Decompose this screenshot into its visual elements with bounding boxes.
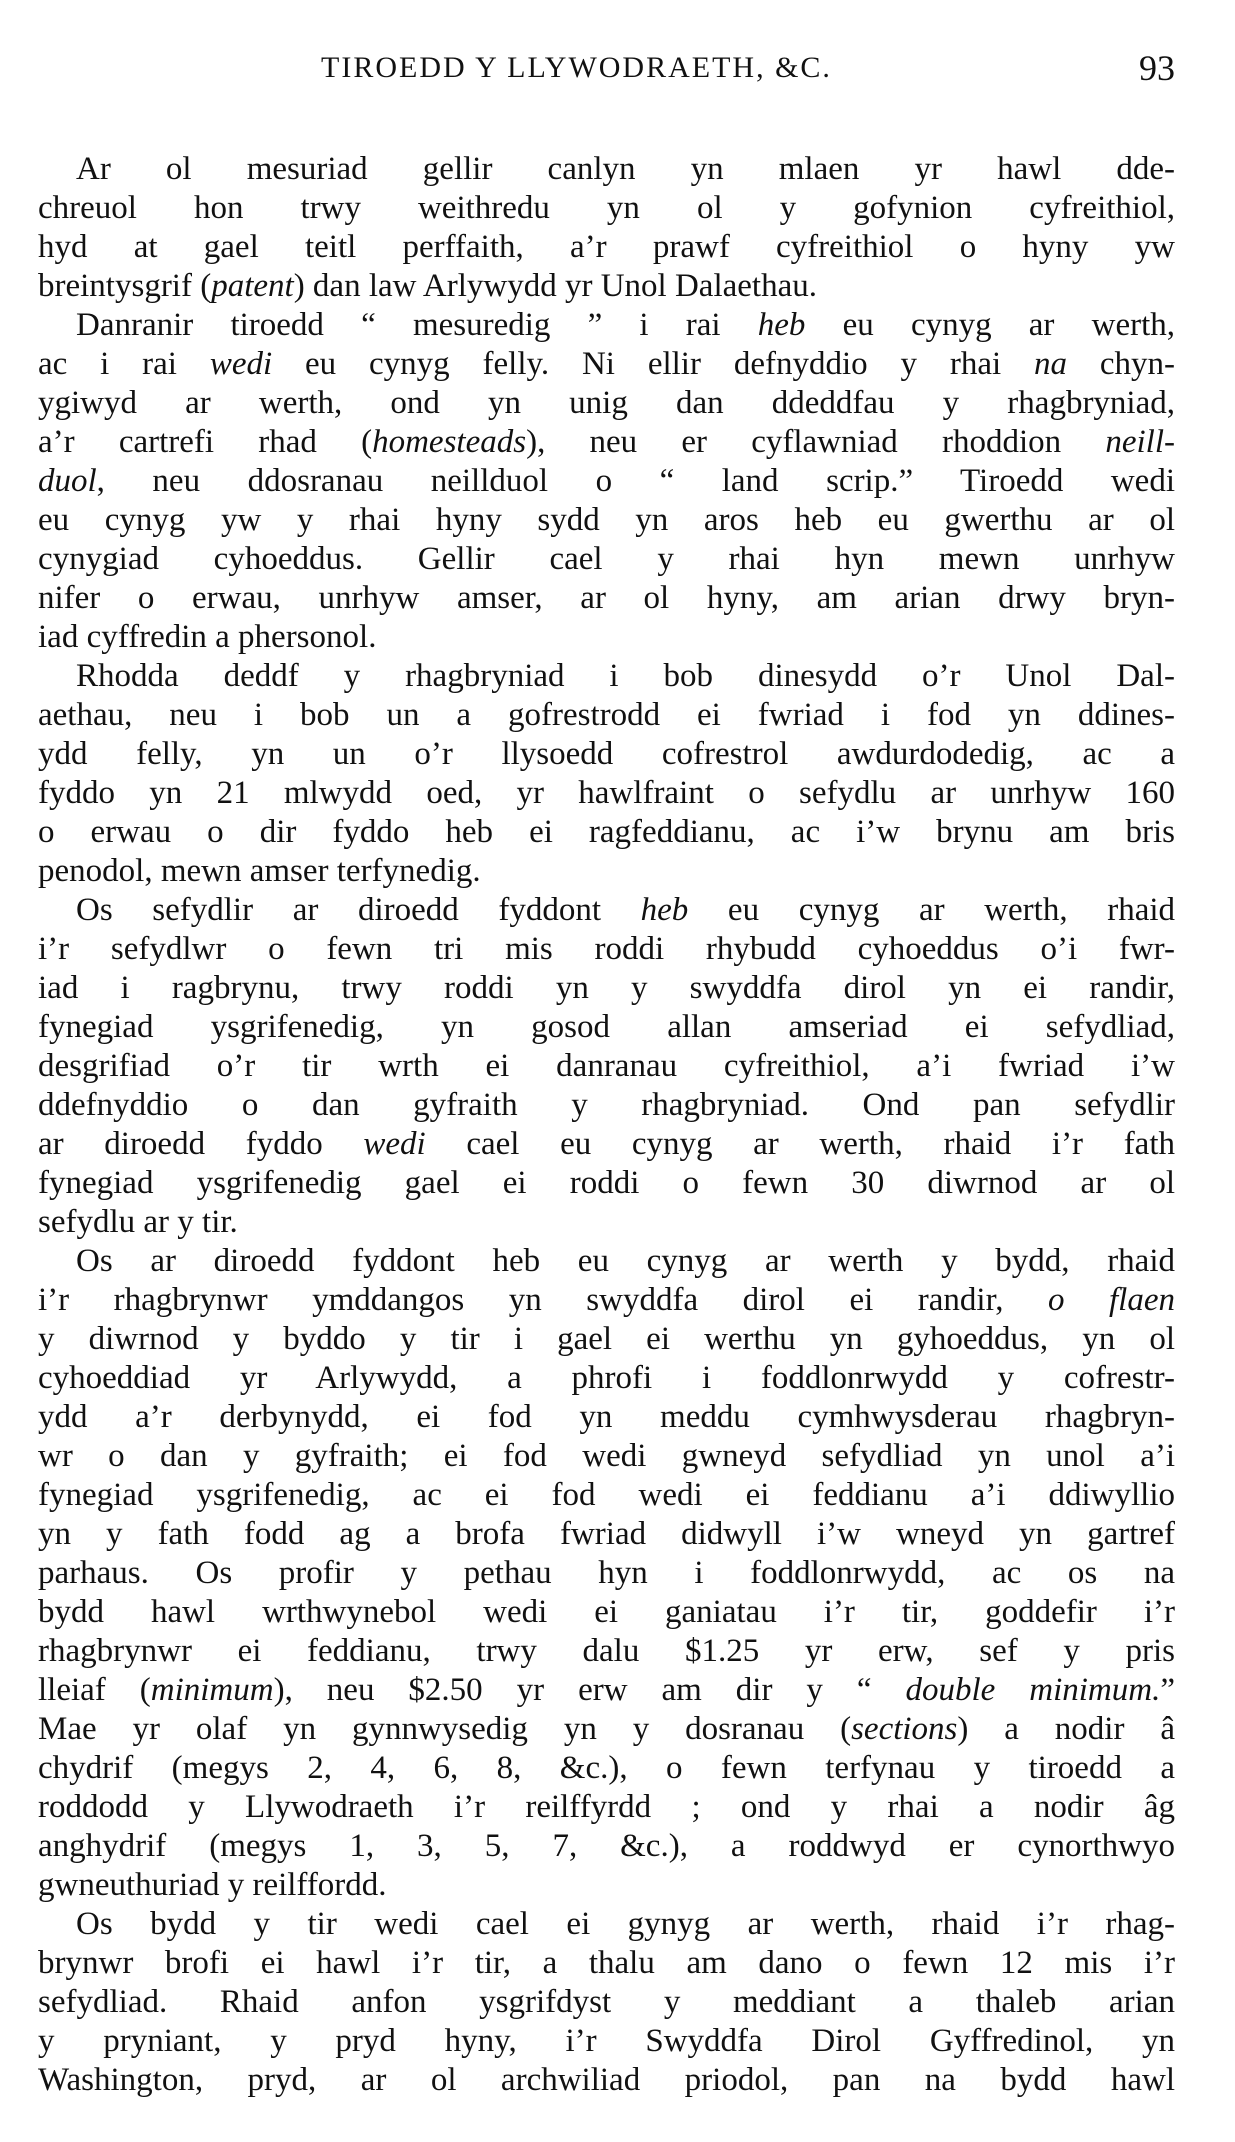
text-run: eu cynyg ar werth,	[805, 307, 1175, 343]
italic-text: homesteads	[372, 424, 527, 460]
text-line	[38, 696, 1175, 735]
text-run: eu cynyg felly. Ni ellir defnyddio y rhai	[272, 346, 1034, 382]
text-run: nifer o erwau, unrhyw amser, ar ol hyny, am arian drwy bryn-	[38, 580, 1175, 616]
italic-text: neill-	[1105, 424, 1175, 460]
italic-text: na	[1034, 346, 1067, 382]
body-text	[38, 150, 1175, 2100]
text-run: ) a nodir â	[957, 1711, 1175, 1747]
text-run: ), neu $2.50 yr erw am dir y “	[273, 1672, 906, 1708]
text-run: iad i ragbrynu, trwy roddi yn y swyddfa dirol yn ei randir,	[38, 970, 1175, 1006]
text-run: Os sefydlir ar diroedd fyddont	[76, 892, 641, 928]
text-line	[38, 423, 1175, 462]
text-line	[38, 1671, 1175, 1710]
text-line	[38, 1905, 1175, 1944]
text-run: cynygiad cyhoeddus. Gellir cael y rhai hyn mewn unrhyw	[38, 541, 1175, 577]
text-line	[38, 813, 1175, 852]
text-line	[38, 462, 1175, 501]
text-line	[38, 774, 1175, 813]
text-line	[38, 1359, 1175, 1398]
text-line	[38, 1788, 1175, 1827]
text-line	[38, 735, 1175, 774]
text-run: wr o dan y gyfraith; ei fod wedi gwneyd sefydliad yn unol a’i	[38, 1438, 1175, 1474]
text-run: eu cynyg ar werth, rhaid	[688, 892, 1176, 928]
paragraph	[38, 1242, 1175, 1905]
text-run: desgrifiad o’r tir wrth ei danranau cyfreithiol, a’i fwriad i’w	[38, 1048, 1175, 1084]
text-line	[38, 540, 1175, 579]
text-run: Rhodda deddf y rhagbryniad i bob dinesydd o’r Unol Dal-	[76, 658, 1175, 694]
text-run: fynegiad ysgrifenedig, ac ei fod wedi ei feddianu a’i ddiwyllio	[38, 1477, 1175, 1513]
text-run: sefydlu ar y tir.	[38, 1204, 238, 1240]
paragraph	[38, 1905, 1175, 2100]
italic-text: wedi	[363, 1126, 426, 1162]
text-run: ) dan law Arlywydd yr Unol Dalaethau.	[293, 268, 817, 304]
text-line	[38, 1164, 1175, 1203]
italic-text: minimum	[150, 1672, 274, 1708]
text-line	[38, 306, 1175, 345]
text-run: brynwr brofi ei hawl i’r tir, a thalu am dano o fewn 12 mis i’r	[38, 1945, 1175, 1981]
italic-text: patent	[211, 268, 294, 304]
text-run: Os ar diroedd fyddont heb eu cynyg ar werth y bydd, rhaid	[76, 1243, 1175, 1279]
text-run: cael eu cynyg ar werth, rhaid i’r fath	[425, 1126, 1175, 1162]
text-run: parhaus. Os profir y pethau hyn i foddlonrwydd, ac os na	[38, 1555, 1175, 1591]
paragraph	[38, 891, 1175, 1242]
text-line	[38, 2061, 1175, 2100]
text-line	[38, 1983, 1175, 2022]
text-run: Danranir tiroedd “ mesuredig ” i rai	[76, 307, 758, 343]
text-run: fyddo yn 21 mlwydd oed, yr hawlfraint o sefydlu ar unrhyw 160	[38, 775, 1175, 811]
paragraph	[38, 306, 1175, 657]
text-line	[38, 1749, 1175, 1788]
text-line	[38, 150, 1175, 189]
text-run: chreuol hon trwy weithredu yn ol y gofynion cyfreithiol,	[38, 190, 1175, 226]
text-run: bydd hawl wrthwynebol wedi ei ganiatau i’r tir, goddefir i’r	[38, 1594, 1175, 1630]
text-line	[38, 657, 1175, 696]
paragraph	[38, 657, 1175, 891]
text-run: fynegiad ysgrifenedig gael ei roddi o fewn 30 diwrnod ar ol	[38, 1165, 1175, 1201]
italic-text: o flaen	[1048, 1282, 1175, 1318]
text-line	[38, 1203, 1175, 1242]
text-line	[38, 1281, 1175, 1320]
text-run: ydd felly, yn un o’r llysoedd cofrestrol awdurdodedig, ac a	[38, 736, 1175, 772]
italic-text: wedi	[209, 346, 273, 382]
text-run: ddefnyddio o dan gyfraith y rhagbryniad. Ond pan sefydlir	[38, 1087, 1175, 1123]
text-run: , neu ddosranau neillduol o “ land scrip.” Tiroedd wedi	[96, 463, 1175, 499]
italic-text: sections	[851, 1711, 958, 1747]
text-line	[38, 384, 1175, 423]
text-line	[38, 345, 1175, 384]
text-line	[38, 1125, 1175, 1164]
text-line	[38, 930, 1175, 969]
text-run: ”	[1160, 1672, 1176, 1708]
text-run: i’r sefydlwr o fewn tri mis roddi rhybudd cyhoeddus o’i fwr-	[38, 931, 1175, 967]
page-number: 93	[1139, 48, 1175, 88]
text-line	[38, 1242, 1175, 1281]
italic-text: duol	[38, 463, 97, 499]
text-run: y pryniant, y pryd hyny, i’r Swyddfa Dirol Gyffredinol, yn	[38, 2023, 1175, 2059]
text-run: chydrif (megys 2, 4, 6, 8, &c.), o fewn terfynau y tiroedd a	[38, 1750, 1175, 1786]
text-line	[38, 1086, 1175, 1125]
text-run: breintysgrif (	[38, 268, 212, 304]
text-run: Washington, pryd, ar ol archwiliad priodol, pan na bydd hawl	[38, 2062, 1175, 2098]
text-line	[38, 1593, 1175, 1632]
italic-text: heb	[640, 892, 689, 928]
text-run: yn y fath fodd ag a brofa fwriad didwyll i’w wneyd yn gartref	[38, 1516, 1175, 1552]
paragraph	[38, 150, 1175, 306]
text-line	[38, 189, 1175, 228]
text-line	[38, 1047, 1175, 1086]
text-line	[38, 1437, 1175, 1476]
text-run: ac i rai	[38, 346, 210, 382]
text-line	[38, 501, 1175, 540]
text-line	[38, 1398, 1175, 1437]
text-line	[38, 618, 1175, 657]
text-line	[38, 891, 1175, 930]
text-line	[38, 969, 1175, 1008]
text-line	[38, 1008, 1175, 1047]
text-line	[38, 1827, 1175, 1866]
running-header	[38, 44, 1175, 92]
text-run: lleiaf (	[38, 1672, 151, 1708]
text-line	[38, 2022, 1175, 2061]
text-line	[38, 267, 1175, 306]
text-line	[38, 228, 1175, 267]
text-run: eu cynyg yw y rhai hyny sydd yn aros heb eu gwerthu ar ol	[38, 502, 1175, 538]
text-run: hyd at gael teitl perffaith, a’r prawf cyfreithiol o hyny yw	[38, 229, 1175, 265]
text-line	[38, 1320, 1175, 1359]
text-run: sefydliad. Rhaid anfon ysgrifdyst y meddiant a thaleb arian	[38, 1984, 1175, 2020]
text-line	[38, 1710, 1175, 1749]
text-line	[38, 852, 1175, 891]
text-run: Mae yr olaf yn gynnwysedig yn y dosranau (	[38, 1711, 852, 1747]
text-line	[38, 1515, 1175, 1554]
text-run: aethau, neu i bob un a gofrestrodd ei fwriad i fod yn ddines-	[38, 697, 1175, 733]
text-line	[38, 579, 1175, 618]
text-run: gwneuthuriad y reilffordd.	[38, 1867, 387, 1903]
text-line	[38, 1632, 1175, 1671]
text-run: Os bydd y tir wedi cael ei gynyg ar werth, rhaid i’r rhag-	[76, 1906, 1175, 1942]
text-run: fynegiad ysgrifenedig, yn gosod allan amseriad ei sefydliad,	[38, 1009, 1175, 1045]
text-run: a’r cartrefi rhad (	[38, 424, 373, 460]
text-line	[38, 1944, 1175, 1983]
text-run: chyn-	[1067, 346, 1175, 382]
text-run: rhagbrynwr ei feddianu, trwy dalu $1.25 yr erw, sef y pris	[38, 1633, 1175, 1669]
text-run: cyhoeddiad yr Arlywydd, a phrofi i foddlonrwydd y cofrestr-	[38, 1360, 1175, 1396]
text-run: iad cyffredin a phersonol.	[38, 619, 377, 655]
running-title: TIROEDD Y LLYWODRAETH, &C.	[321, 51, 832, 84]
text-run: ), neu er cyflawniad rhoddion	[526, 424, 1106, 460]
text-line	[38, 1476, 1175, 1515]
text-run: Ar ol mesuriad gellir canlyn yn mlaen yr hawl dde-	[76, 151, 1175, 187]
text-run: ydd a’r derbynydd, ei fod yn meddu cymhwysderau rhagbryn-	[38, 1399, 1175, 1435]
italic-text: heb	[757, 307, 806, 343]
italic-text: double minimum.	[905, 1672, 1161, 1708]
text-run: o erwau o dir fyddo heb ei ragfeddianu, ac i’w brynu am bris	[38, 814, 1175, 850]
text-run: anghydrif (megys 1, 3, 5, 7, &c.), a roddwyd er cynorthwyo	[38, 1828, 1175, 1864]
text-run: roddodd y Llywodraeth i’r reilffyrdd ; ond y rhai a nodir âg	[38, 1789, 1175, 1825]
text-run: penodol, mewn amser terfynedig.	[38, 853, 481, 889]
text-line	[38, 1866, 1175, 1905]
text-run: ar diroedd fyddo	[38, 1126, 364, 1162]
text-run: ygiwyd ar werth, ond yn unig dan ddeddfau y rhagbryniad,	[38, 385, 1175, 421]
text-run: y diwrnod y byddo y tir i gael ei werthu yn gyhoeddus, yn ol	[38, 1321, 1175, 1357]
text-line	[38, 1554, 1175, 1593]
text-run: i’r rhagbrynwr ymddangos yn swyddfa dirol ei randir,	[38, 1282, 1048, 1318]
